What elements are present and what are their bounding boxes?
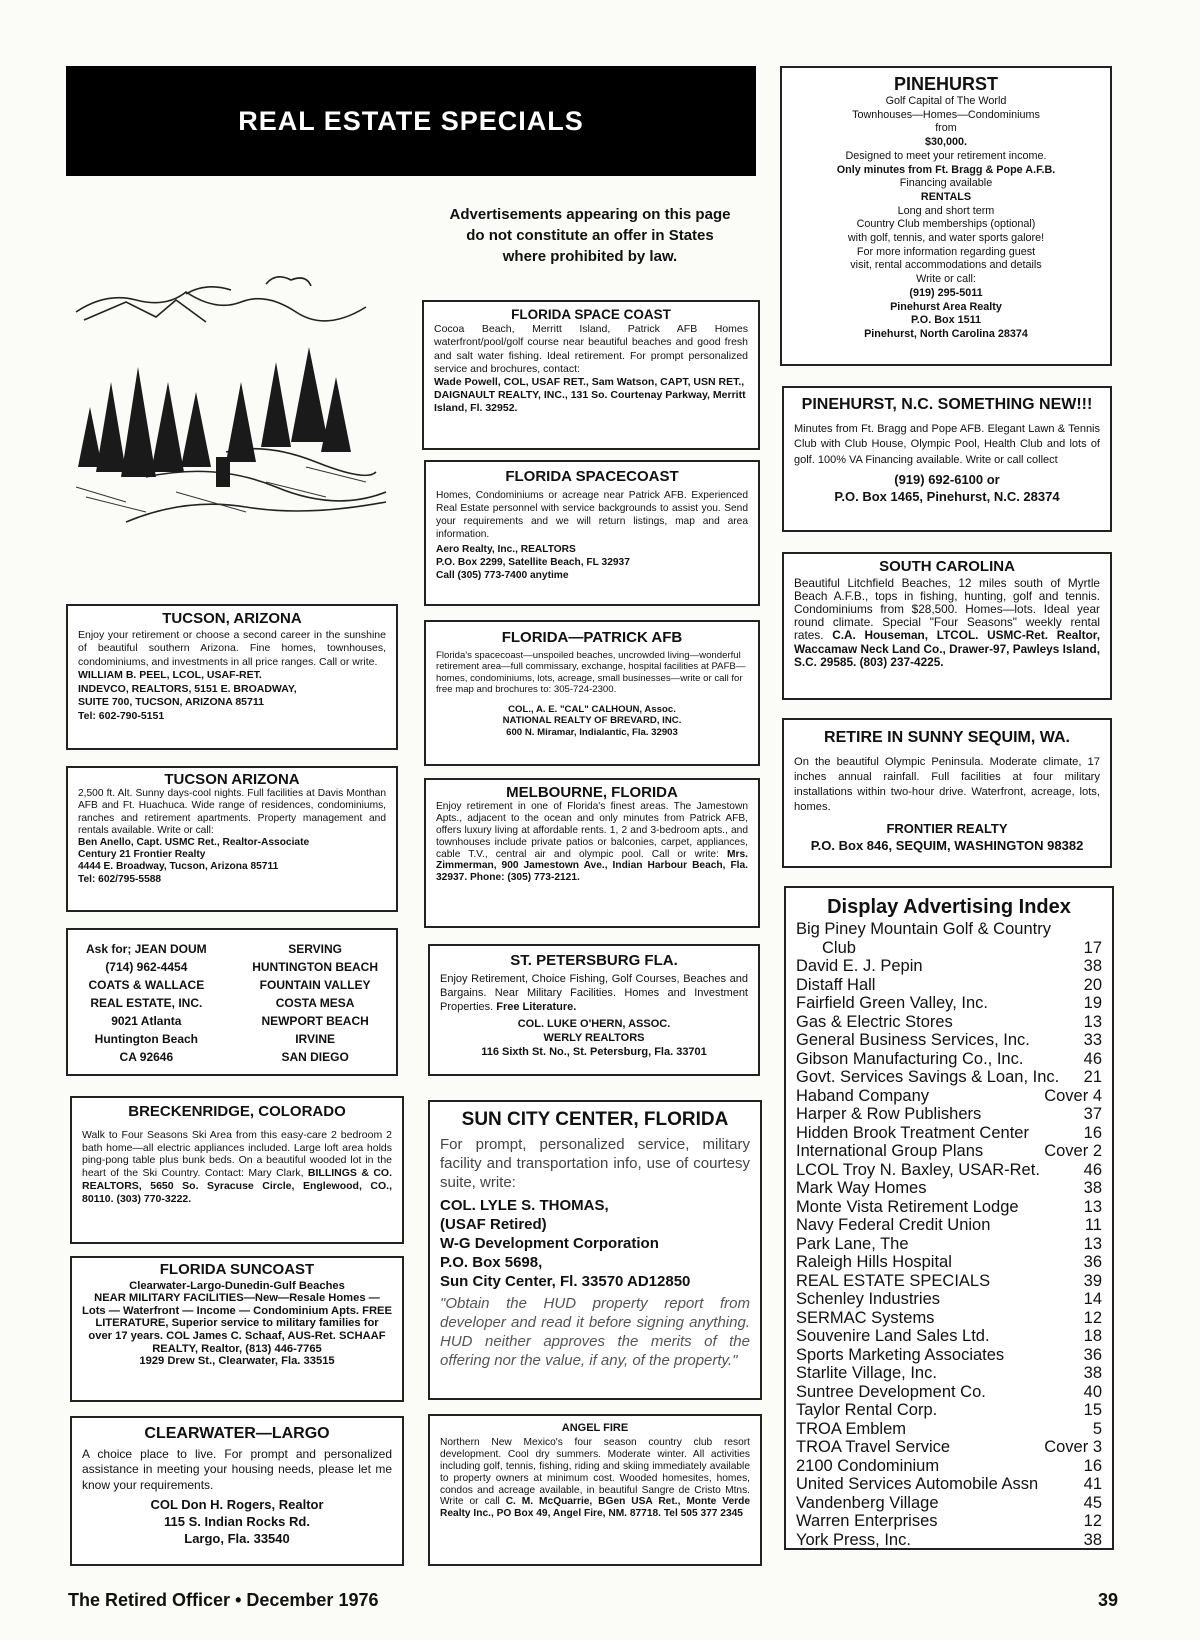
index-entry — [796, 1050, 1102, 1069]
ad-tucson-arizona-2: TUCSON ARIZONA 2,500 ft. Alt. Sunny days-cool nights. Full facilities at Davis Monthan AFB and Ft. Huachuca. Wide range of residences, condominiums, ranches and retirement apartments. Property management and rentals available. Write or call: Ben Anello, Capt. USMC Ret., Realtor-Associate Century 21 Frontier Realty 4444 E. Broadway, Tucson, Arizona 85711 Tel: 602/795-5588 — [66, 766, 398, 912]
hud-notice: "Obtain the HUD property report from developer and read it before signing anything. HUD neither approves the merits of the offering nor the value, if any, of the property." — [440, 1295, 750, 1369]
index-entry — [796, 1364, 1102, 1383]
index-entry — [796, 957, 1102, 976]
index-entry-name: Distaff Hall — [796, 975, 876, 994]
ad-title: MELBOURNE, FLORIDA — [506, 784, 678, 801]
index-entry-name: Harper & Row Publishers — [796, 1105, 982, 1123]
index-entry-page: 12 — [1083, 1512, 1102, 1530]
ad-body: 2,500 ft. Alt. Sunny days-cool nights. Full facilities at Davis Monthan AFB and Ft. Huachuca. Wide range of residences, condominiums, ranches and retirement apartments. Property management and rentals available. Write or call: — [78, 788, 386, 836]
mountain-forest-illustration — [66, 272, 396, 532]
page-banner — [66, 66, 756, 176]
index-entry-page: 46 — [1083, 1049, 1102, 1068]
ad-body: Northern New Mexico's four season country club resort development. Cool dry summers. Moderate winter. All activities including golf, tennis, fishing, riding and skiing immediately available to property owners at minimum cost. Wooded homesites, homes, condos and acreage available, in beautiful Sangre de Cristo Mtns. Write or call C. M. McQuarrie, BGen USA Ret., Monte Verde Realty Inc., PO Box 49, Angel Fire, NM. 87718. Tel 505 377 2345 — [440, 1436, 750, 1520]
page-title: REAL ESTATE SPECIALS — [238, 105, 584, 136]
ad-title: PINEHURST, N.C. SOMETHING NEW!!! — [801, 396, 1093, 413]
index-entry — [796, 939, 1102, 958]
index-entry-name: Gas & Electric Stores — [796, 1012, 953, 1031]
ad-title: TUCSON, ARIZONA — [162, 610, 302, 627]
index-entry-page: 38 — [1083, 1179, 1102, 1197]
index-entry — [796, 1013, 1102, 1032]
index-entry-name: TROA Emblem — [796, 1419, 907, 1438]
ad-body: A choice place to live. For prompt and personalized assistance in meeting your housing needs, please let me know your requirements. — [82, 1446, 392, 1492]
index-entry-name: Warren Enterprises — [796, 1512, 938, 1530]
ad-florida-spacecoast: FLORIDA SPACECOAST Homes, Condominiums or acreage near Patrick AFB. Experienced Real Estate personnel with service backgrounds to assist you. Send your requirements and we will return listings, map and area information. Aero Realty, Inc., REALTORS P.O. Box 2299, Satellite Beach, FL 32937 Call (305) 773-7400 anytime — [424, 460, 760, 606]
coats-right-column: SERVING HUNTINGTON BEACH FOUNTAIN VALLEY COSTA MESA NEWPORT BEACH IRVINE SAN DIEGO — [252, 942, 378, 1064]
index-entry-name: Govt. Services Savings & Loan, Inc. — [796, 1068, 1060, 1086]
index-title: Display Advertising Index — [827, 896, 1071, 918]
index-entry — [796, 994, 1102, 1013]
index-entry-name: Schenley Industries — [796, 1290, 940, 1308]
index-entry-name: Park Lane, The — [796, 1234, 909, 1253]
index-entry-page: 16 — [1083, 1123, 1102, 1142]
ad-angel-fire — [428, 1414, 762, 1566]
mountain-forest-icon — [66, 272, 396, 532]
ad-title: CLEARWATER—LARGO — [144, 1425, 330, 1442]
ad-title: FLORIDA SPACECOAST — [505, 468, 679, 485]
coats-left-column: Ask for; JEAN DOUM (714) 962-4454 COATS & WALLACE REAL ESTATE, INC. 9021 Atlanta Huntington Beach CA 92646 — [86, 942, 207, 1064]
ad-title: FLORIDA SUNCOAST — [159, 1261, 315, 1278]
index-entry-page: 46 — [1083, 1160, 1102, 1179]
ad-body: Enjoy retirement in one of Florida's finest areas. The Jamestown Apts., adjacent to the ocean and only minutes from Patrick AFB, offers luxury living at affordable rents. 1, 2 and 3-bedroom apts., and townhouses include private patios or balconies, carpet, appliances, cable T.V., central air and olympic pool. Call or write: Mrs. Zimmerman, 900 Jamestown Ave., Indian Harbour Beach, Fla. 32937. Phone: (305) 773-2121. — [436, 800, 748, 884]
index-entry-name: York Press, Inc. — [796, 1530, 911, 1549]
ad-body: Beautiful Litchfield Beaches, 12 miles south of Myrtle Beach A.F.B., tops in fishing, hunting, golf and tennis. Condominiums from $28,500. Homes—lots. Ideal year round climate. Special "Four Seasons" weekly rental rates. C.A. Houseman, LTCOL. USMC-Ret. Realtor, Waccamaw Neck Land Co., Drawer-97, Pawleys Island, S.C. 29585. (803) 237-4225. — [794, 576, 1100, 669]
index-entry — [796, 1512, 1102, 1531]
ad-title: ST. PETERSBURG FLA. — [510, 952, 678, 969]
ad-sequim-wa: RETIRE IN SUNNY SEQUIM, WA. On the beautiful Olympic Peninsula. Moderate climate, 17 inches annual rainfall. Full facilities at four military installations within two-hour drive. Waterfront, acreage, lots, homes. FRONTIER REALTY P.O. Box 846, SEQUIM, WASHINGTON 98382 — [782, 718, 1112, 868]
index-entry-page: 13 — [1083, 1012, 1102, 1031]
ad-body: On the beautiful Olympic Peninsula. Moderate climate, 17 inches annual rainfall. Full facilities at four military installations within two-hour drive. Waterfront, acreage, lots, homes. — [794, 756, 1100, 813]
index-entry-name: Taylor Rental Corp. — [796, 1401, 938, 1419]
ad-st-petersburg: ST. PETERSBURG FLA. Enjoy Retirement, Choice Fishing, Golf Courses, Beaches and Bargains. Near Military Facilities. Homes and Investment Properties. Free Literature. COL. LUKE O'HERN, ASSOC. WERLY REALTORS 116 Sixth St. No., St. Petersburg, Fla. 33701 — [428, 944, 760, 1076]
ad-coats-wallace — [66, 928, 398, 1076]
index-entry-page: 41 — [1083, 1475, 1102, 1493]
index-entry — [796, 1346, 1102, 1365]
index-entry-page: Cover 3 — [1044, 1438, 1102, 1456]
index-entry-page: 33 — [1083, 1031, 1102, 1049]
ad-florida-space-coast: FLORIDA SPACE COAST Cocoa Beach, Merritt Island, Patrick AFB Homes waterfront/pool/golf course near beautiful beaches and good fresh and salt water fishing. Ideal retirement. For prompt personalized service and brochures, contact: Wade Powell, COL, USAF RET., Sam Watson, CAPT, USN RET., DAIGNAULT REALTY, INC., 131 So. Courtenay Parkway, Merritt Island, Fl. 32952. — [422, 300, 760, 450]
index-entry — [796, 1531, 1102, 1550]
index-entry-page: 11 — [1084, 1216, 1102, 1234]
index-entry-page: 13 — [1083, 1234, 1102, 1253]
index-entry — [796, 1401, 1102, 1420]
index-entry-page: 37 — [1083, 1105, 1102, 1123]
index-entry — [796, 1198, 1102, 1217]
disclaimer: Advertisements appearing on this page do not constitute an offer in States where prohibited by law. — [449, 206, 731, 265]
index-entry-name: Gibson Manufacturing Co., Inc. — [796, 1049, 1024, 1068]
index-entry — [796, 1031, 1102, 1050]
page-number: 39 — [1097, 1590, 1118, 1610]
index-entry — [796, 1087, 1102, 1106]
index-entry-page: 45 — [1083, 1493, 1102, 1512]
index-entry-name: LCOL Troy N. Baxley, USAR-Ret. — [796, 1160, 1040, 1179]
ad-florida-patrick-afb: FLORIDA—PATRICK AFB Florida's spacecoast—unspoiled beaches, uncrowded living—wonderful retirement area—full commissary, exchange, hospital facilities at PAFB—homes, condominiums, lots, acreage, small businesses—write or call for free map and brochures to: 305-724-2300. COL., A. E. "CAL" CALHOUN, Assoc. NATIONAL REALTY OF BREVARD, INC. 600 N. Miramar, Indialantic, Fla. 32903 — [424, 620, 760, 766]
ad-title: SOUTH CAROLINA — [879, 558, 1015, 575]
index-entry-name: Raleigh Hills Hospital — [796, 1253, 952, 1271]
ad-sun-city-center: SUN CITY CENTER, FLORIDA For prompt, personalized service, military facility and transportation info, use of courtesy suite, write: COL. LYLE S. THOMAS, (USAF Retired) W-G Development Corporation P.O. Box 5698, Sun City Center, Fl. 33570 AD12850 "Obtain the HUD property report from developer and read it before signing anything. HUD neither approves the merits of the offering nor the value, if any, of the property." — [428, 1100, 762, 1400]
ad-body: Cocoa Beach, Merritt Island, Patrick AFB Homes waterfront/pool/golf course near beautiful beaches and good fresh and salt water fishing. Ideal retirement. For prompt personalized service and brochures, contact: — [434, 323, 748, 375]
index-entry-page: 17 — [1083, 938, 1102, 957]
index-entry — [796, 976, 1102, 995]
index-entry-name: Fairfield Green Valley, Inc. — [796, 994, 988, 1012]
index-entry-name: Monte Vista Retirement Lodge — [796, 1197, 1019, 1216]
ad-title: RETIRE IN SUNNY SEQUIM, WA. — [824, 729, 1070, 746]
index-entry — [796, 1216, 1102, 1235]
index-entry-name: Club — [822, 938, 856, 957]
index-entry-name: TROA Travel Service — [796, 1438, 951, 1456]
index-entry — [796, 1438, 1102, 1457]
ad-breckenridge-colorado — [70, 1096, 404, 1244]
index-entry-page: 20 — [1083, 975, 1102, 994]
index-entry-page: 38 — [1083, 1364, 1102, 1382]
index-entry — [796, 1272, 1102, 1291]
index-entry-name: 2100 Condominium — [796, 1456, 940, 1475]
index-entry — [796, 1457, 1102, 1476]
ad-body: Homes, Condominiums or acreage near Patrick AFB. Experienced Real Estate personnel with service backgrounds to assist you. Send your requirements and we will return listings, map and area information. — [436, 490, 748, 540]
index-entry — [796, 1420, 1102, 1439]
ad-body: Enjoy your retirement or choose a second career in the sunshine of beautiful southern Arizona. Fine homes, townhouses, condominiums, and investments in all price ranges. Call or write. — [78, 628, 386, 668]
index-entry-name: Big Piney Mountain Golf & Country — [796, 920, 1051, 938]
ad-title: FLORIDA—PATRICK AFB — [501, 629, 683, 646]
index-entry — [796, 1327, 1102, 1346]
index-entry-name: Haband Company — [796, 1086, 929, 1105]
index-entry-name: SERMAC Systems — [796, 1308, 935, 1327]
index-entry-page: 36 — [1083, 1345, 1102, 1364]
index-entry-name: General Business Services, Inc. — [796, 1031, 1030, 1049]
index-entry-page: 39 — [1083, 1271, 1102, 1290]
index-entry-name: Mark Way Homes — [796, 1179, 927, 1197]
index-entry-page: 12 — [1083, 1308, 1102, 1327]
index-entry — [796, 920, 1102, 939]
index-entry-name: United Services Automobile Assn — [796, 1475, 1039, 1493]
index-entry-name: Hidden Brook Treatment Center — [796, 1123, 1029, 1142]
index-entry-page: 19 — [1083, 994, 1102, 1012]
index-entry-name: Vandenberg Village — [796, 1493, 939, 1512]
index-entry-page: 13 — [1083, 1197, 1102, 1216]
index-entry-page: 18 — [1083, 1327, 1102, 1345]
ad-tucson-arizona: TUCSON, ARIZONA Enjoy your retirement or choose a second career in the sunshine of beautiful southern Arizona. Fine homes, townhouses, condominiums, and investments in all price ranges. Call or write. WILLIAM B. PEEL, LCOL, USAF-RET. INDEVCO, REALTORS, 5151 E. BROADWAY, SUITE 700, TUCSON, ARIZONA 85711 Tel: 602-790-5151 — [66, 604, 398, 750]
ad-title: TUCSON ARIZONA — [164, 771, 300, 788]
ad-florida-suncoast: FLORIDA SUNCOAST Clearwater-Largo-Dunedin-Gulf Beaches NEAR MILITARY FACILITIES—New—Resale Homes — Lots — Waterfront — Income — Condominium Apts. FREE LITERATURE, Superior service to military families for over 17 years. COL James C. Schaaf, AUS-Ret. SCHAAF REALTY, Realtor, (813) 446-7765 1929 Drew St., Clearwater, Fla. 33515 — [70, 1256, 404, 1402]
index-entry — [796, 1161, 1102, 1180]
ad-melbourne-florida — [424, 778, 760, 928]
index-entry-name: Sports Marketing Associates — [796, 1345, 1005, 1364]
ad-body: Enjoy Retirement, Choice Fishing, Golf Courses, Beaches and Bargains. Near Military Facilities. Homes and Investment Properties. Free Literature. — [440, 973, 748, 1013]
ad-pinehurst: PINEHURST Golf Capital of The World Townhouses—Homes—Condominiums from $30,000. Designed to meet your retirement income. Only minutes from Ft. Bragg & Pope A.F.B. Financing available RENTALS Long and short term Country Club memberships (optional) with golf, tennis, and water sports galore! For more information regarding guest visit, rental accommodations and details Write or call: (919) 295-5011 Pinehurst Area Realty P.O. Box 1511 Pinehurst, North Carolina 28374 — [780, 66, 1112, 366]
ad-title: FLORIDA SPACE COAST — [511, 307, 671, 322]
index-entry-page: 5 — [1092, 1419, 1102, 1438]
ad-clearwater-largo: CLEARWATER—LARGO A choice place to live. For prompt and personalized assistance in meeting your housing needs, please let me know your requirements. COL Don H. Rogers, Realtor 115 S. Indian Rocks Rd. Largo, Fla. 33540 — [70, 1416, 404, 1566]
index-entry-page: 38 — [1083, 957, 1102, 975]
index-entry-name: International Group Plans — [796, 1142, 984, 1160]
ad-title: PINEHURST — [893, 74, 998, 94]
index-entry-page: 15 — [1083, 1401, 1102, 1419]
advertising-index — [784, 886, 1114, 1550]
index-entry — [796, 1290, 1102, 1309]
index-entry-page: 36 — [1083, 1253, 1102, 1271]
ad-south-carolina — [782, 552, 1112, 700]
index-entry-page: Cover 2 — [1044, 1142, 1102, 1160]
ad-body: Florida's spacecoast—unspoiled beaches, uncrowded living—wonderful retirement area—full commissary, exchange, hospital facilities at PAFB—homes, condominiums, lots, acreage, small businesses—write or call for free map and brochures to: 305-724-2300. — [436, 649, 746, 695]
index-entry-name: Suntree Development Co. — [796, 1382, 986, 1401]
index-entry-name: Souvenire Land Sales Ltd. — [796, 1327, 990, 1345]
index-entry — [796, 1253, 1102, 1272]
ad-body: For prompt, personalized service, military facility and transportation info, use of courtesy suite, write: — [440, 1136, 750, 1191]
ad-title: BRECKENRIDGE, COLORADO — [128, 1103, 346, 1120]
index-entry-page: 16 — [1083, 1456, 1102, 1475]
ad-body: Walk to Four Seasons Ski Area from this easy-care 2 bedroom 2 bath home—all electric appliances included. Large loft area holds ping-pong table plus bunk beds. On a beautiful wooded lot in the heart of the Ski Country. Contact: Mary Clark, BILLINGS & CO. REALTORS, 5650 So. Syracuse Circle, Englewood, CO., 80110. (303) 770-3222. — [82, 1128, 392, 1205]
index-entry — [796, 1105, 1102, 1124]
index-entry-page: 40 — [1083, 1382, 1102, 1401]
index-entry-page: 21 — [1083, 1068, 1102, 1086]
index-list — [796, 920, 1102, 1549]
index-entry-name: Navy Federal Credit Union — [796, 1216, 991, 1234]
ad-title: ANGEL FIRE — [561, 1422, 629, 1434]
index-entry — [796, 1383, 1102, 1402]
index-entry-page: Cover 4 — [1044, 1086, 1102, 1105]
ad-body: Minutes from Ft. Bragg and Pope AFB. Elegant Lawn & Tennis Club with Club House, Olympic Pool, Health Club and lots of golf. 100% VA Financing available. Write or call collect — [794, 423, 1100, 466]
index-entry — [796, 1475, 1102, 1494]
index-entry — [796, 1179, 1102, 1198]
index-entry — [796, 1124, 1102, 1143]
footer-publication: The Retired Officer • December 1976 — [68, 1590, 379, 1610]
index-entry-name: REAL ESTATE SPECIALS — [796, 1271, 991, 1290]
index-entry-name: Starlite Village, Inc. — [796, 1364, 937, 1382]
index-entry — [796, 1235, 1102, 1254]
footer — [68, 1590, 1118, 1611]
index-entry-page: 38 — [1083, 1530, 1102, 1549]
index-entry — [796, 1142, 1102, 1161]
index-entry — [796, 1068, 1102, 1087]
ad-title: SUN CITY CENTER, FLORIDA — [461, 1109, 729, 1130]
index-entry-page: 14 — [1083, 1290, 1102, 1308]
ad-pinehurst-something-new: PINEHURST, N.C. SOMETHING NEW!!! Minutes from Ft. Bragg and Pope AFB. Elegant Lawn & Tennis Club with Club House, Olympic Pool, Health Club and lots of golf. 100% VA Financing available. Write or call collect (919) 692-6100 or P.O. Box 1465, Pinehurst, N.C. 28374 — [782, 386, 1112, 532]
index-entry-name: David E. J. Pepin — [796, 957, 923, 975]
index-entry — [796, 1309, 1102, 1328]
index-entry — [796, 1494, 1102, 1513]
